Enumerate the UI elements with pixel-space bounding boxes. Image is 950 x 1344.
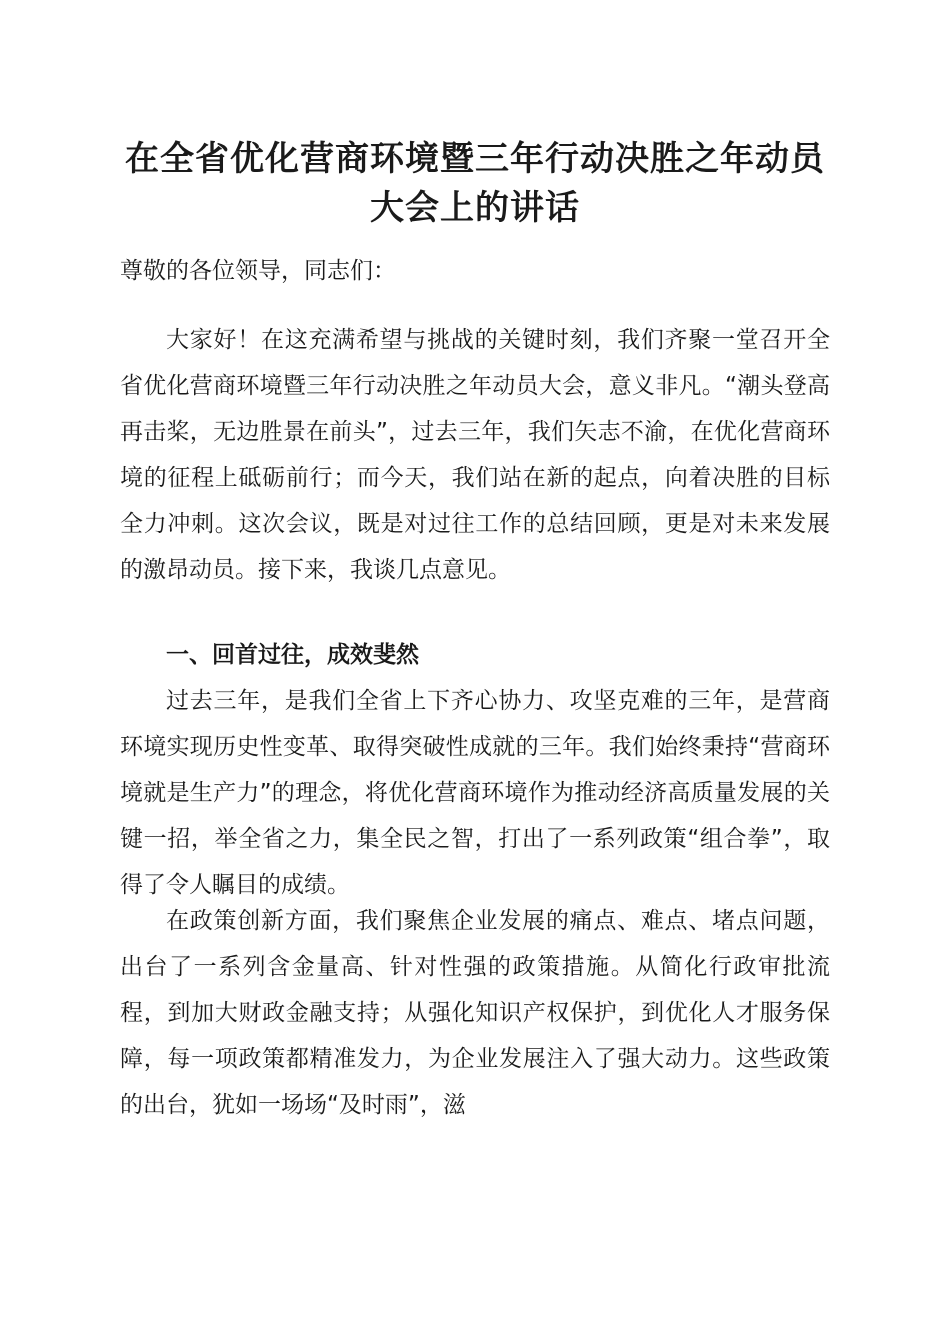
document-title-line-2: 大会上的讲话 [370,188,580,228]
salutation: 尊敬的各位领导，同志们： [120,258,396,284]
document-title-line-1: 在全省优化营商环境暨三年行动决胜之年动员 [125,139,825,179]
section-paragraph-1: 过去三年，是我们全省上下齐心协力、攻坚克难的三年，是营商环境实现历史性变革、取得突破性成就的三年。我们始终秉持“营商环境就是生产力”的理念，将优化营商环境作为推动经济高质量发展的关键一招，举全省之力，集全民之智，打出了一系列政策“组合拳”，取得了令人瞩目的成绩。 [120,688,830,899]
opening-paragraph: 大家好！在这充满希望与挑战的关键时刻，我们齐聚一堂召开全省优化营商环境暨三年行动决胜之年动员大会，意义非凡。“潮头登高再击桨，无边胜景在前头”，过去三年，我们矢志不渝，在优化营商环境的征程上砥砺前行；而今天，我们站在新的起点，向着决胜的目标全力冲刺。这次会议，既是对过往工作的总结回顾，更是对未来发展的激昂动员。接下来，我谈几点意见。 [120,327,830,584]
section-paragraph-2: 在政策创新方面，我们聚焦企业发展的痛点、难点、堵点问题，出台了一系列含金量高、针对性强的政策措施。从简化行政审批流程，到加大财政金融支持；从强化知识产权保护，到优化人才服务保障，每一项政策都精准发力，为企业发展注入了强大动力。这些政策的出台，犹如一场场“及时雨”，滋 [120,908,830,1119]
section-heading: 一、回首过往，成效斐然 [166,642,419,668]
